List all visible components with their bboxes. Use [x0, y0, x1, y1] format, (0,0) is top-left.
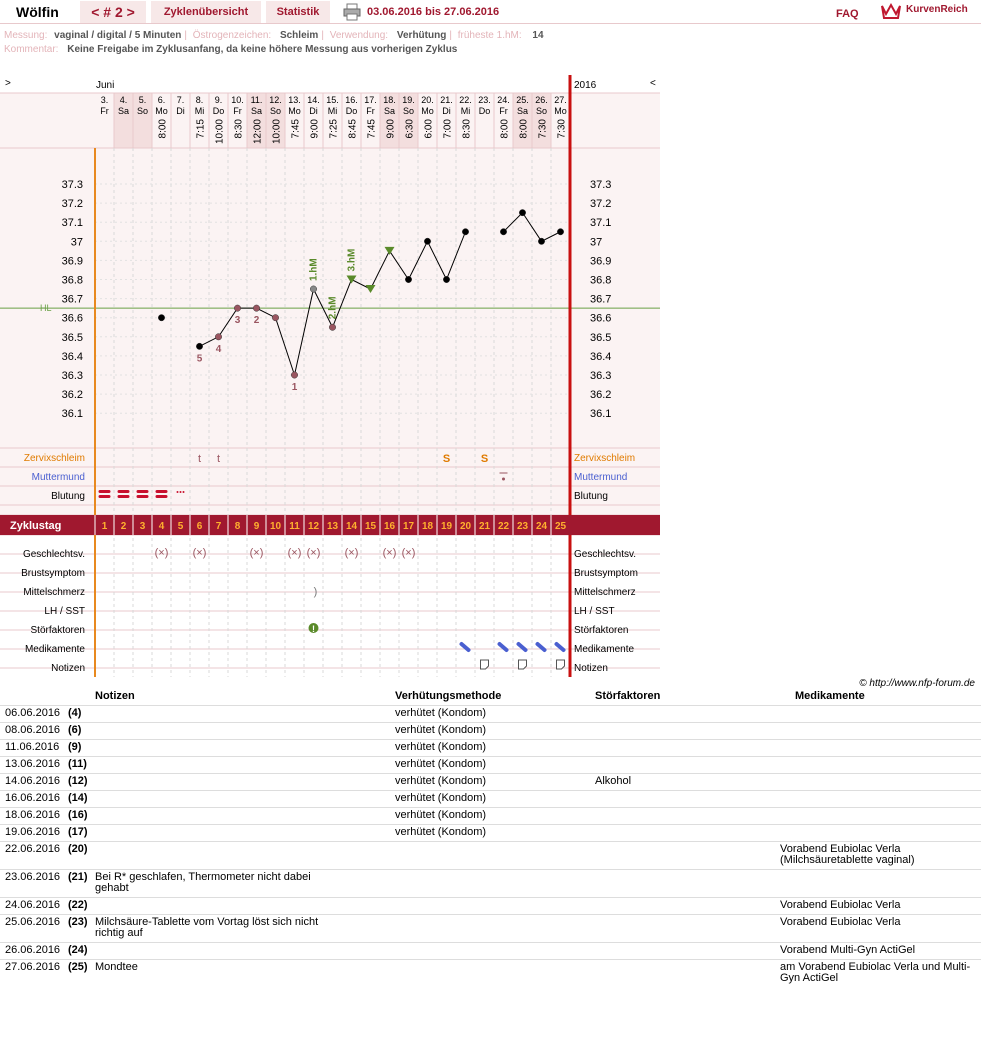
row-label-stoer-right: Störfaktoren — [574, 625, 629, 636]
day-date: 22. — [459, 95, 472, 105]
bleeding-spot — [177, 491, 179, 493]
day-weekday: Mi — [327, 106, 338, 116]
row-label-notizen-right: Notizen — [574, 663, 608, 674]
printer-icon[interactable] — [343, 3, 361, 21]
temp-point — [215, 334, 221, 340]
y-tick-label-right: 37.3 — [590, 179, 612, 191]
cell-date: 16.06.2016 — [5, 792, 61, 804]
table-row — [0, 722, 981, 739]
cycle-day-number: 17 — [402, 521, 415, 532]
bleeding-spot — [180, 491, 182, 493]
count-label: 5 — [196, 353, 203, 365]
day-date: 18. — [383, 95, 396, 105]
day-date: 5. — [138, 95, 147, 105]
day-date: 9. — [214, 95, 223, 105]
disturbance-icon-glyph: ! — [312, 624, 315, 634]
cell-disturbance: Alkohol — [595, 775, 632, 787]
chart-area-bg — [0, 75, 660, 515]
cell-cycle-day: (14) — [68, 792, 88, 804]
day-weekday: Fr — [100, 106, 109, 116]
cycle-day-number: 10 — [269, 521, 282, 532]
day-time: 10:00 — [214, 119, 226, 145]
y-tick-label-right: 37.2 — [590, 198, 612, 211]
cell-cycle-day: (25) — [68, 961, 88, 973]
y-tick-label: 37 — [70, 236, 83, 249]
day-date: 6. — [157, 95, 166, 105]
cell-method: verhütet (Kondom) — [395, 792, 487, 804]
day-date: 4. — [119, 95, 128, 105]
nav-next-button[interactable]: < — [650, 78, 656, 89]
crown-logo-icon — [880, 2, 902, 20]
day-date: 11. — [250, 95, 263, 105]
temp-point — [519, 209, 525, 215]
y-tick-label: 37.2 — [61, 198, 83, 211]
col-header-notes: Notizen — [95, 690, 135, 702]
day-weekday: Do — [478, 106, 491, 116]
cell-medication: Vorabend Eubiolac Verla — [780, 916, 901, 928]
temp-point — [424, 238, 430, 244]
zyklustag-label: Zyklustag — [10, 520, 62, 532]
day-weekday: Sa — [250, 106, 263, 116]
cell-medication: am Vorabend Eubiolac Verla und Multi-Gyn ActiGel — [780, 961, 971, 984]
bleeding-mark — [118, 495, 130, 498]
y-tick-label: 36.9 — [61, 255, 83, 268]
y-tick-label: 36.3 — [61, 370, 83, 382]
cell-method: verhütet (Kondom) — [395, 724, 487, 736]
y-tick-label-right: 36.6 — [590, 312, 612, 325]
hm-label: 1.hM — [308, 258, 320, 282]
cycle-day-number: 7 — [215, 521, 222, 532]
table-row — [0, 790, 981, 807]
y-tick-label-right: 37 — [590, 236, 603, 249]
day-time: 7:15 — [195, 119, 207, 139]
row-label-brust-right: Brustsymptom — [574, 568, 638, 579]
cell-method: verhütet (Kondom) — [395, 826, 487, 838]
y-tick-label-right: 36.2 — [590, 389, 612, 402]
intercourse-mark: (×) — [192, 547, 207, 559]
temp-point — [196, 343, 202, 349]
day-weekday: Sa — [516, 106, 529, 116]
cycle-day-number: 3 — [139, 521, 146, 532]
cell-cycle-day: (12) — [68, 775, 88, 787]
zervix-mark: S — [442, 453, 451, 465]
day-date: 21. — [440, 95, 453, 105]
zervix-mark: S — [480, 453, 489, 465]
day-weekday: So — [136, 106, 149, 116]
top-bar — [0, 0, 981, 24]
row-label-blutung-right: Blutung — [574, 491, 608, 502]
day-date: 15. — [326, 95, 339, 105]
day-date: 14. — [307, 95, 320, 105]
count-label: 1 — [291, 382, 298, 393]
zervix-mark: t — [216, 453, 221, 465]
col-header-medication: Medikamente — [795, 690, 865, 702]
temp-point — [253, 305, 259, 311]
table-row — [0, 914, 981, 942]
cell-cycle-day: (22) — [68, 899, 88, 911]
row-label-zervix-right: Zervixschleim — [574, 453, 636, 464]
temp-point — [158, 315, 164, 321]
day-time: 8:00 — [518, 119, 530, 139]
row-label-gv: Geschlechtsv. — [22, 549, 85, 560]
cycle-day-number: 20 — [459, 521, 472, 532]
cycle-day-number: 1 — [101, 521, 108, 532]
day-weekday: Mi — [460, 106, 471, 116]
row-label-gv-right: Geschlechtsv. — [574, 549, 637, 560]
day-date: 12. — [269, 95, 282, 105]
day-date: 13. — [288, 95, 301, 105]
day-date: 10. — [231, 95, 244, 105]
cycle-overview-tab[interactable]: Zyklenübersicht — [151, 1, 261, 23]
comment-line: Kommentar: Keine Freigabe im Zyklusanfang, da keine höhere Messung aus vorherigen Zyklus — [4, 44, 458, 55]
count-label: 3 — [234, 315, 241, 327]
row-label-mittel: Mittelschmerz — [23, 587, 85, 598]
day-weekday: Do — [212, 106, 225, 116]
y-tick-label-right: 36.4 — [590, 350, 612, 363]
day-time: 8:30 — [233, 119, 245, 139]
brand-name: KurvenReich — [906, 4, 968, 15]
day-date: 27. — [554, 95, 567, 105]
table-row — [0, 739, 981, 756]
table-row — [0, 897, 981, 914]
statistics-tab[interactable]: Statistik — [266, 1, 330, 23]
day-weekday: Sa — [383, 106, 396, 116]
row-label-blutung: Blutung — [51, 491, 85, 502]
intercourse-mark: (×) — [401, 547, 416, 559]
y-tick-label-right: 36.8 — [590, 274, 612, 287]
day-weekday: Mo — [155, 106, 168, 116]
row-label-muttermund: Muttermund — [31, 472, 85, 483]
cell-date: 13.06.2016 — [5, 758, 61, 770]
cell-method: verhütet (Kondom) — [395, 741, 487, 753]
row-label-stoer: Störfaktoren — [30, 625, 85, 636]
day-weekday: So — [269, 106, 282, 116]
day-weekday: Do — [345, 106, 358, 116]
copyright: © http://www.nfp-forum.de — [859, 678, 975, 689]
hm-label: 3.hM — [346, 248, 358, 272]
intercourse-mark: (×) — [154, 547, 169, 559]
cell-cycle-day: (23) — [68, 916, 88, 928]
y-tick-label: 36.4 — [61, 350, 83, 363]
y-tick-label: 36.8 — [61, 274, 83, 287]
cycle-day-number: 6 — [196, 521, 203, 532]
cycle-day-number: 2 — [120, 521, 127, 532]
intercourse-mark: (×) — [306, 547, 321, 559]
row-label-medi: Medikamente — [24, 644, 85, 655]
day-time: 7:45 — [290, 119, 302, 139]
table-row — [0, 807, 981, 824]
day-weekday: Di — [176, 106, 185, 116]
intercourse-mark: (×) — [382, 547, 397, 559]
faq-link[interactable]: FAQ — [836, 8, 859, 20]
temp-point — [405, 276, 411, 282]
y-tick-label-right: 36.1 — [590, 408, 612, 421]
cell-cycle-day: (9) — [68, 741, 82, 753]
day-time: 9:00 — [385, 119, 397, 139]
table-row — [0, 824, 981, 841]
table-row — [0, 756, 981, 773]
day-date: 26. — [535, 95, 548, 105]
y-tick-label: 37.3 — [61, 179, 83, 191]
day-time: 7:25 — [328, 119, 340, 139]
y-tick-label: 36.2 — [61, 389, 83, 402]
y-tick-label-right: 36.9 — [590, 255, 612, 268]
day-weekday: Mo — [421, 106, 434, 116]
day-weekday: Mo — [554, 106, 567, 116]
cycle-day-number: 5 — [177, 521, 184, 532]
bleeding-mark — [99, 490, 111, 493]
cycle-day-number: 14 — [345, 521, 358, 532]
cover-line-label: HL — [40, 303, 52, 314]
row-label-muttermund-right: Muttermund — [574, 472, 628, 483]
bleeding-mark — [118, 490, 130, 493]
row-label-mittel-right: Mittelschmerz — [574, 587, 636, 598]
temp-point — [462, 229, 468, 235]
cycle-day-number: 24 — [535, 521, 548, 532]
cell-note: Milchsäure-Tablette vom Vortag löst sich nicht richtig auf — [95, 916, 319, 939]
day-time: 6:00 — [423, 119, 435, 139]
day-date: 20. — [421, 95, 434, 105]
day-weekday: Fr — [499, 106, 508, 116]
y-tick-label-right: 36.3 — [590, 370, 612, 382]
intercourse-mark: (×) — [344, 547, 359, 559]
cycle-day-number: 13 — [326, 521, 339, 532]
cell-note: Mondtee — [95, 961, 138, 973]
note-icon — [557, 660, 565, 669]
cell-cycle-day: (4) — [68, 707, 82, 719]
row-label-medi-right: Medikamente — [574, 644, 635, 655]
row-label-brust: Brustsymptom — [21, 568, 85, 579]
y-tick-label: 36.7 — [61, 293, 83, 306]
cell-date: 06.06.2016 — [5, 707, 61, 719]
day-weekday: So — [535, 106, 548, 116]
cell-medication: Vorabend Eubiolac Verla (Milchsäuretablette vaginal) — [780, 843, 915, 866]
y-tick-label-right: 36.5 — [590, 331, 612, 344]
row-label-lh-right: LH / SST — [574, 606, 615, 617]
cycle-day-number: 21 — [478, 521, 491, 532]
day-weekday: Mi — [194, 106, 205, 116]
cycle-day-number: 23 — [516, 521, 529, 532]
day-date: 25. — [516, 95, 529, 105]
day-time: 8:00 — [499, 119, 511, 139]
day-date: 17. — [364, 95, 377, 105]
cell-cycle-day: (24) — [68, 944, 88, 956]
bleeding-mark — [99, 495, 111, 498]
row-label-zervix: Zervixschleim — [23, 453, 85, 464]
hm-label: 2.hM — [327, 296, 339, 320]
mittelschmerz-mark: ) — [313, 586, 318, 598]
y-tick-label-right: 36.7 — [590, 293, 612, 306]
year-label: 2016 — [574, 80, 597, 91]
cycle-day-number: 25 — [554, 521, 567, 532]
day-time: 7:00 — [442, 119, 454, 139]
cell-date: 14.06.2016 — [5, 775, 61, 787]
day-weekday: Di — [442, 106, 451, 116]
cycle-day-number: 8 — [234, 521, 241, 532]
muttermund-mark — [502, 478, 505, 481]
row-label-notizen: Notizen — [51, 663, 85, 674]
day-time: 6:30 — [404, 119, 416, 139]
day-date: 19. — [402, 95, 415, 105]
day-weekday: Sa — [117, 106, 130, 116]
day-date: 7. — [176, 95, 185, 105]
temp-point — [310, 286, 316, 292]
cell-date: 24.06.2016 — [5, 899, 61, 911]
cell-cycle-day: (17) — [68, 826, 88, 838]
y-tick-label: 36.5 — [61, 331, 83, 344]
temp-point — [272, 315, 278, 321]
cell-method: verhütet (Kondom) — [395, 707, 487, 719]
day-date: 24. — [497, 95, 510, 105]
cell-cycle-day: (11) — [68, 758, 87, 770]
day-time: 12:00 — [252, 119, 264, 145]
temp-point — [234, 305, 240, 311]
cycle-day-number: 15 — [364, 521, 377, 532]
cycle-nav[interactable]: < # 2 > — [80, 1, 146, 23]
col-header-disturb: Störfaktoren — [595, 690, 661, 702]
count-label: 4 — [215, 343, 222, 355]
cell-date: 25.06.2016 — [5, 916, 61, 928]
day-time: 8:00 — [157, 119, 169, 139]
bleeding-mark — [137, 490, 149, 493]
nav-prev-button[interactable]: > — [5, 78, 11, 89]
intercourse-mark: (×) — [287, 547, 302, 559]
table-row — [0, 959, 981, 987]
cell-date: 18.06.2016 — [5, 809, 61, 821]
table-row — [0, 942, 981, 959]
day-time: 8:45 — [347, 119, 359, 139]
day-date: 8. — [195, 95, 204, 105]
count-label: 2 — [253, 315, 260, 327]
cell-date: 22.06.2016 — [5, 843, 61, 855]
info-line: Messung: vaginal / digital / 5 Minuten | Östrogenzeichen: Schleim | Verwendung: Verhütung | früheste 1.hM: 14 — [4, 30, 544, 41]
temp-point — [538, 238, 544, 244]
bleeding-spot — [183, 491, 185, 493]
row-label-lh: LH / SST — [44, 606, 85, 617]
cycle-day-number: 18 — [421, 521, 434, 532]
cell-date: 08.06.2016 — [5, 724, 61, 736]
day-time: 8:30 — [461, 119, 473, 139]
day-time: 7:30 — [556, 119, 568, 139]
temp-point — [500, 229, 506, 235]
month-label: Juni — [96, 80, 115, 91]
day-time: 7:45 — [366, 119, 378, 139]
cell-medication: Vorabend Eubiolac Verla — [780, 899, 901, 911]
cell-cycle-day: (20) — [68, 843, 88, 855]
temp-point — [443, 276, 449, 282]
date-range: 03.06.2016 bis 27.06.2016 — [367, 6, 500, 18]
cycle-chart — [0, 75, 660, 680]
table-row — [0, 869, 981, 897]
bleeding-mark — [137, 495, 149, 498]
day-time: 7:30 — [537, 119, 549, 139]
temp-point — [557, 229, 563, 235]
note-icon — [519, 660, 527, 669]
y-tick-label: 37.1 — [61, 217, 83, 230]
day-time: 9:00 — [309, 119, 321, 139]
table-row — [0, 841, 981, 869]
notes-table — [0, 690, 981, 987]
cell-method: verhütet (Kondom) — [395, 775, 487, 787]
cycle-day-number: 9 — [253, 521, 260, 532]
day-weekday: Di — [309, 106, 318, 116]
day-date: 16. — [345, 95, 358, 105]
cell-method: verhütet (Kondom) — [395, 809, 487, 821]
zervix-mark: t — [197, 453, 202, 465]
table-row — [0, 773, 981, 790]
cell-medication: Vorabend Multi-Gyn ActiGel — [780, 944, 916, 956]
cycle-day-number: 12 — [307, 521, 320, 532]
cell-date: 19.06.2016 — [5, 826, 61, 838]
temp-point — [329, 324, 335, 330]
temp-point — [291, 372, 297, 378]
user-name: Wölfin — [16, 4, 59, 20]
table-row — [0, 705, 981, 722]
day-weekday: Fr — [366, 106, 375, 116]
cell-cycle-day: (6) — [68, 724, 82, 736]
intercourse-mark: (×) — [249, 547, 264, 559]
cell-date: 11.06.2016 — [5, 741, 60, 753]
day-date: 3. — [100, 95, 109, 105]
cell-date: 23.06.2016 — [5, 871, 61, 883]
cell-cycle-day: (21) — [68, 871, 88, 883]
day-date: 23. — [478, 95, 491, 105]
cycle-day-number: 11 — [289, 521, 300, 532]
note-icon — [481, 660, 489, 669]
cell-cycle-day: (16) — [68, 809, 88, 821]
y-tick-label-right: 37.1 — [590, 217, 612, 230]
col-header-method: Verhütungsmethode — [395, 690, 502, 702]
cell-date: 26.06.2016 — [5, 944, 61, 956]
day-weekday: Fr — [233, 106, 242, 116]
cycle-day-number: 16 — [383, 521, 396, 532]
cycle-day-number: 22 — [497, 521, 510, 532]
day-weekday: So — [402, 106, 415, 116]
cell-date: 27.06.2016 — [5, 961, 61, 973]
cycle-day-number: 19 — [440, 521, 453, 532]
y-tick-label: 36.6 — [61, 312, 83, 325]
day-weekday: Mo — [288, 106, 301, 116]
day-time: 10:00 — [271, 119, 283, 145]
y-tick-label: 36.1 — [61, 408, 83, 421]
cell-method: verhütet (Kondom) — [395, 758, 487, 770]
bleeding-mark — [156, 495, 168, 498]
cell-note: Bei R* geschlafen, Thermometer nicht dabei gehabt — [95, 871, 311, 894]
bleeding-mark — [156, 490, 168, 493]
cycle-day-number: 4 — [158, 521, 165, 532]
